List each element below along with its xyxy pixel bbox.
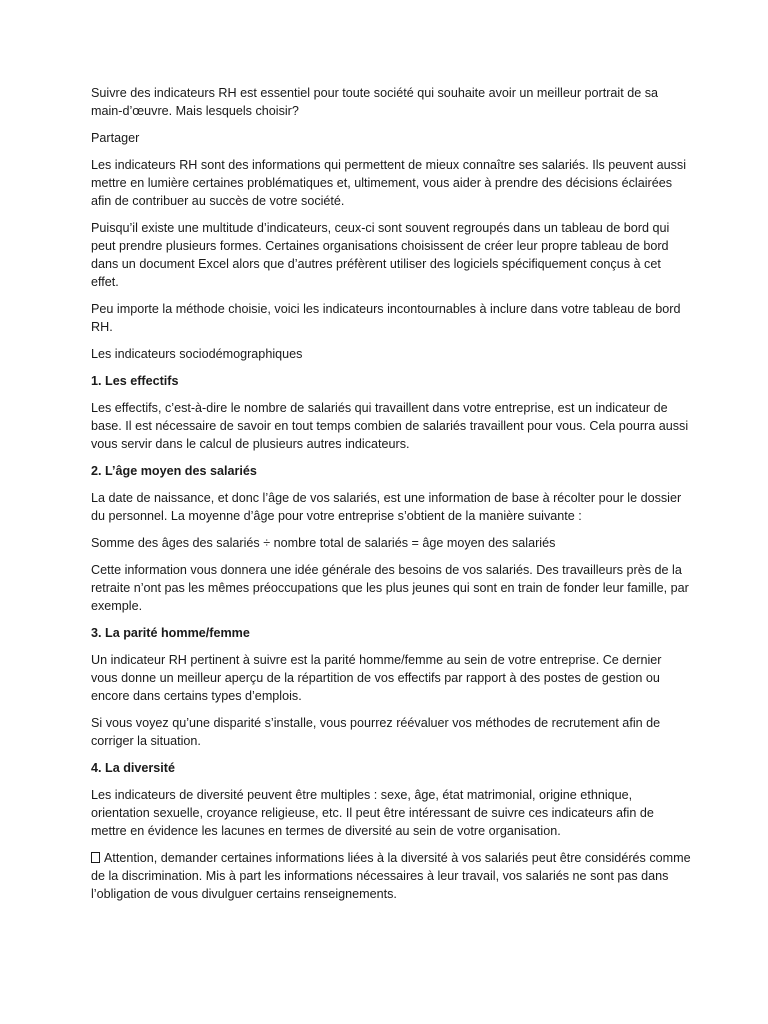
- paragraph-method: Peu importe la méthode choisie, voici les indicateurs incontournables à inclure dans votre tableau de bord RH.: [91, 302, 681, 334]
- paragraph-diversite: Les indicateurs de diversité peuvent être multiples : sexe, âge, état matrimonial, origine ethnique, orientation sexuelle, croyance religieuse, etc. Il peut être intéressant de suivre ces indicateurs afin de mettre en évidence les lacunes en termes de diversité au sein de votre organisation.: [91, 788, 654, 838]
- warning-text: Attention, demander certaines informations liées à la diversité à vos salariés peut être considérés comme de la discrimination. Mis à part les informations nécessaires à leur travail, vos salariés ne sont pas dans l’obligation de vous divulguer certains renseignements.: [91, 851, 691, 901]
- paragraph-dashboard: Puisqu’il existe une multitude d’indicateurs, ceux-ci sont souvent regroupés dans un tableau de bord qui peut prendre plusieurs formes. Certaines organisations choisissent de créer leur propre tableau de bord dans un document Excel alors que d’autres préfèrent utiliser des logiciels spécifiquement conçus à cet effet.: [91, 221, 670, 289]
- paragraph-effectifs: Les effectifs, c’est-à-dire le nombre de salariés qui travaillent dans votre entreprise, est un indicateur de base. Il est nécessaire de savoir en tout temps combien de salariés travaillent pour vous. Cela pourra aussi vous servir dans le calcul de plusieurs autres indicateurs.: [91, 401, 689, 451]
- paragraph-warning: [91, 849, 691, 903]
- heading-effectifs: 1. Les effectifs: [91, 374, 179, 388]
- heading-diversite: 4. La diversité: [91, 761, 175, 775]
- heading-parite: 3. La parité homme/femme: [91, 626, 250, 640]
- paragraph-age: La date de naissance, et donc l’âge de vos salariés, est une information de base à récolter pour le dossier du personnel. La moyenne d’âge pour votre entreprise s’obtient de la manière suivante :: [91, 491, 682, 523]
- section-title: Les indicateurs sociodémographiques: [91, 347, 303, 361]
- document-body: [91, 84, 691, 912]
- paragraph-age-needs: Cette information vous donnera une idée générale des besoins de vos salariés. Des travailleurs près de la retraite n’ont pas les mêmes préoccupations que les plus jeunes qui sont en train de fonder leur famille, par exemple.: [91, 563, 689, 613]
- paragraph-disparite: Si vous voyez qu’une disparité s’installe, vous pourrez réévaluer vos méthodes de recrutement afin de corriger la situation.: [91, 716, 661, 748]
- paragraph-definition: Les indicateurs RH sont des informations qui permettent de mieux connaître ses salariés. Ils peuvent aussi mettre en lumière certaines problématiques et, ultimement, vous aider à prendre des décisions éclairées afin de contribuer au succès de votre société.: [91, 158, 687, 208]
- share-label: Partager: [91, 131, 140, 145]
- intro-paragraph: Suivre des indicateurs RH est essentiel pour toute société qui souhaite avoir un meilleur portrait de sa main-d’œuvre. Mais lesquels choisir?: [91, 86, 659, 118]
- heading-age-moyen: 2. L’âge moyen des salariés: [91, 464, 257, 478]
- formula-line: Somme des âges des salariés ÷ nombre total de salariés = âge moyen des salariés: [91, 536, 556, 550]
- paragraph-parite: Un indicateur RH pertinent à suivre est la parité homme/femme au sein de votre entreprise. Ce dernier vous donne un meilleur aperçu de la répartition de vos effectifs par rapport à des postes de gestion ou encore dans certains types d’emplois.: [91, 653, 662, 703]
- missing-glyph-box-icon: [91, 852, 100, 863]
